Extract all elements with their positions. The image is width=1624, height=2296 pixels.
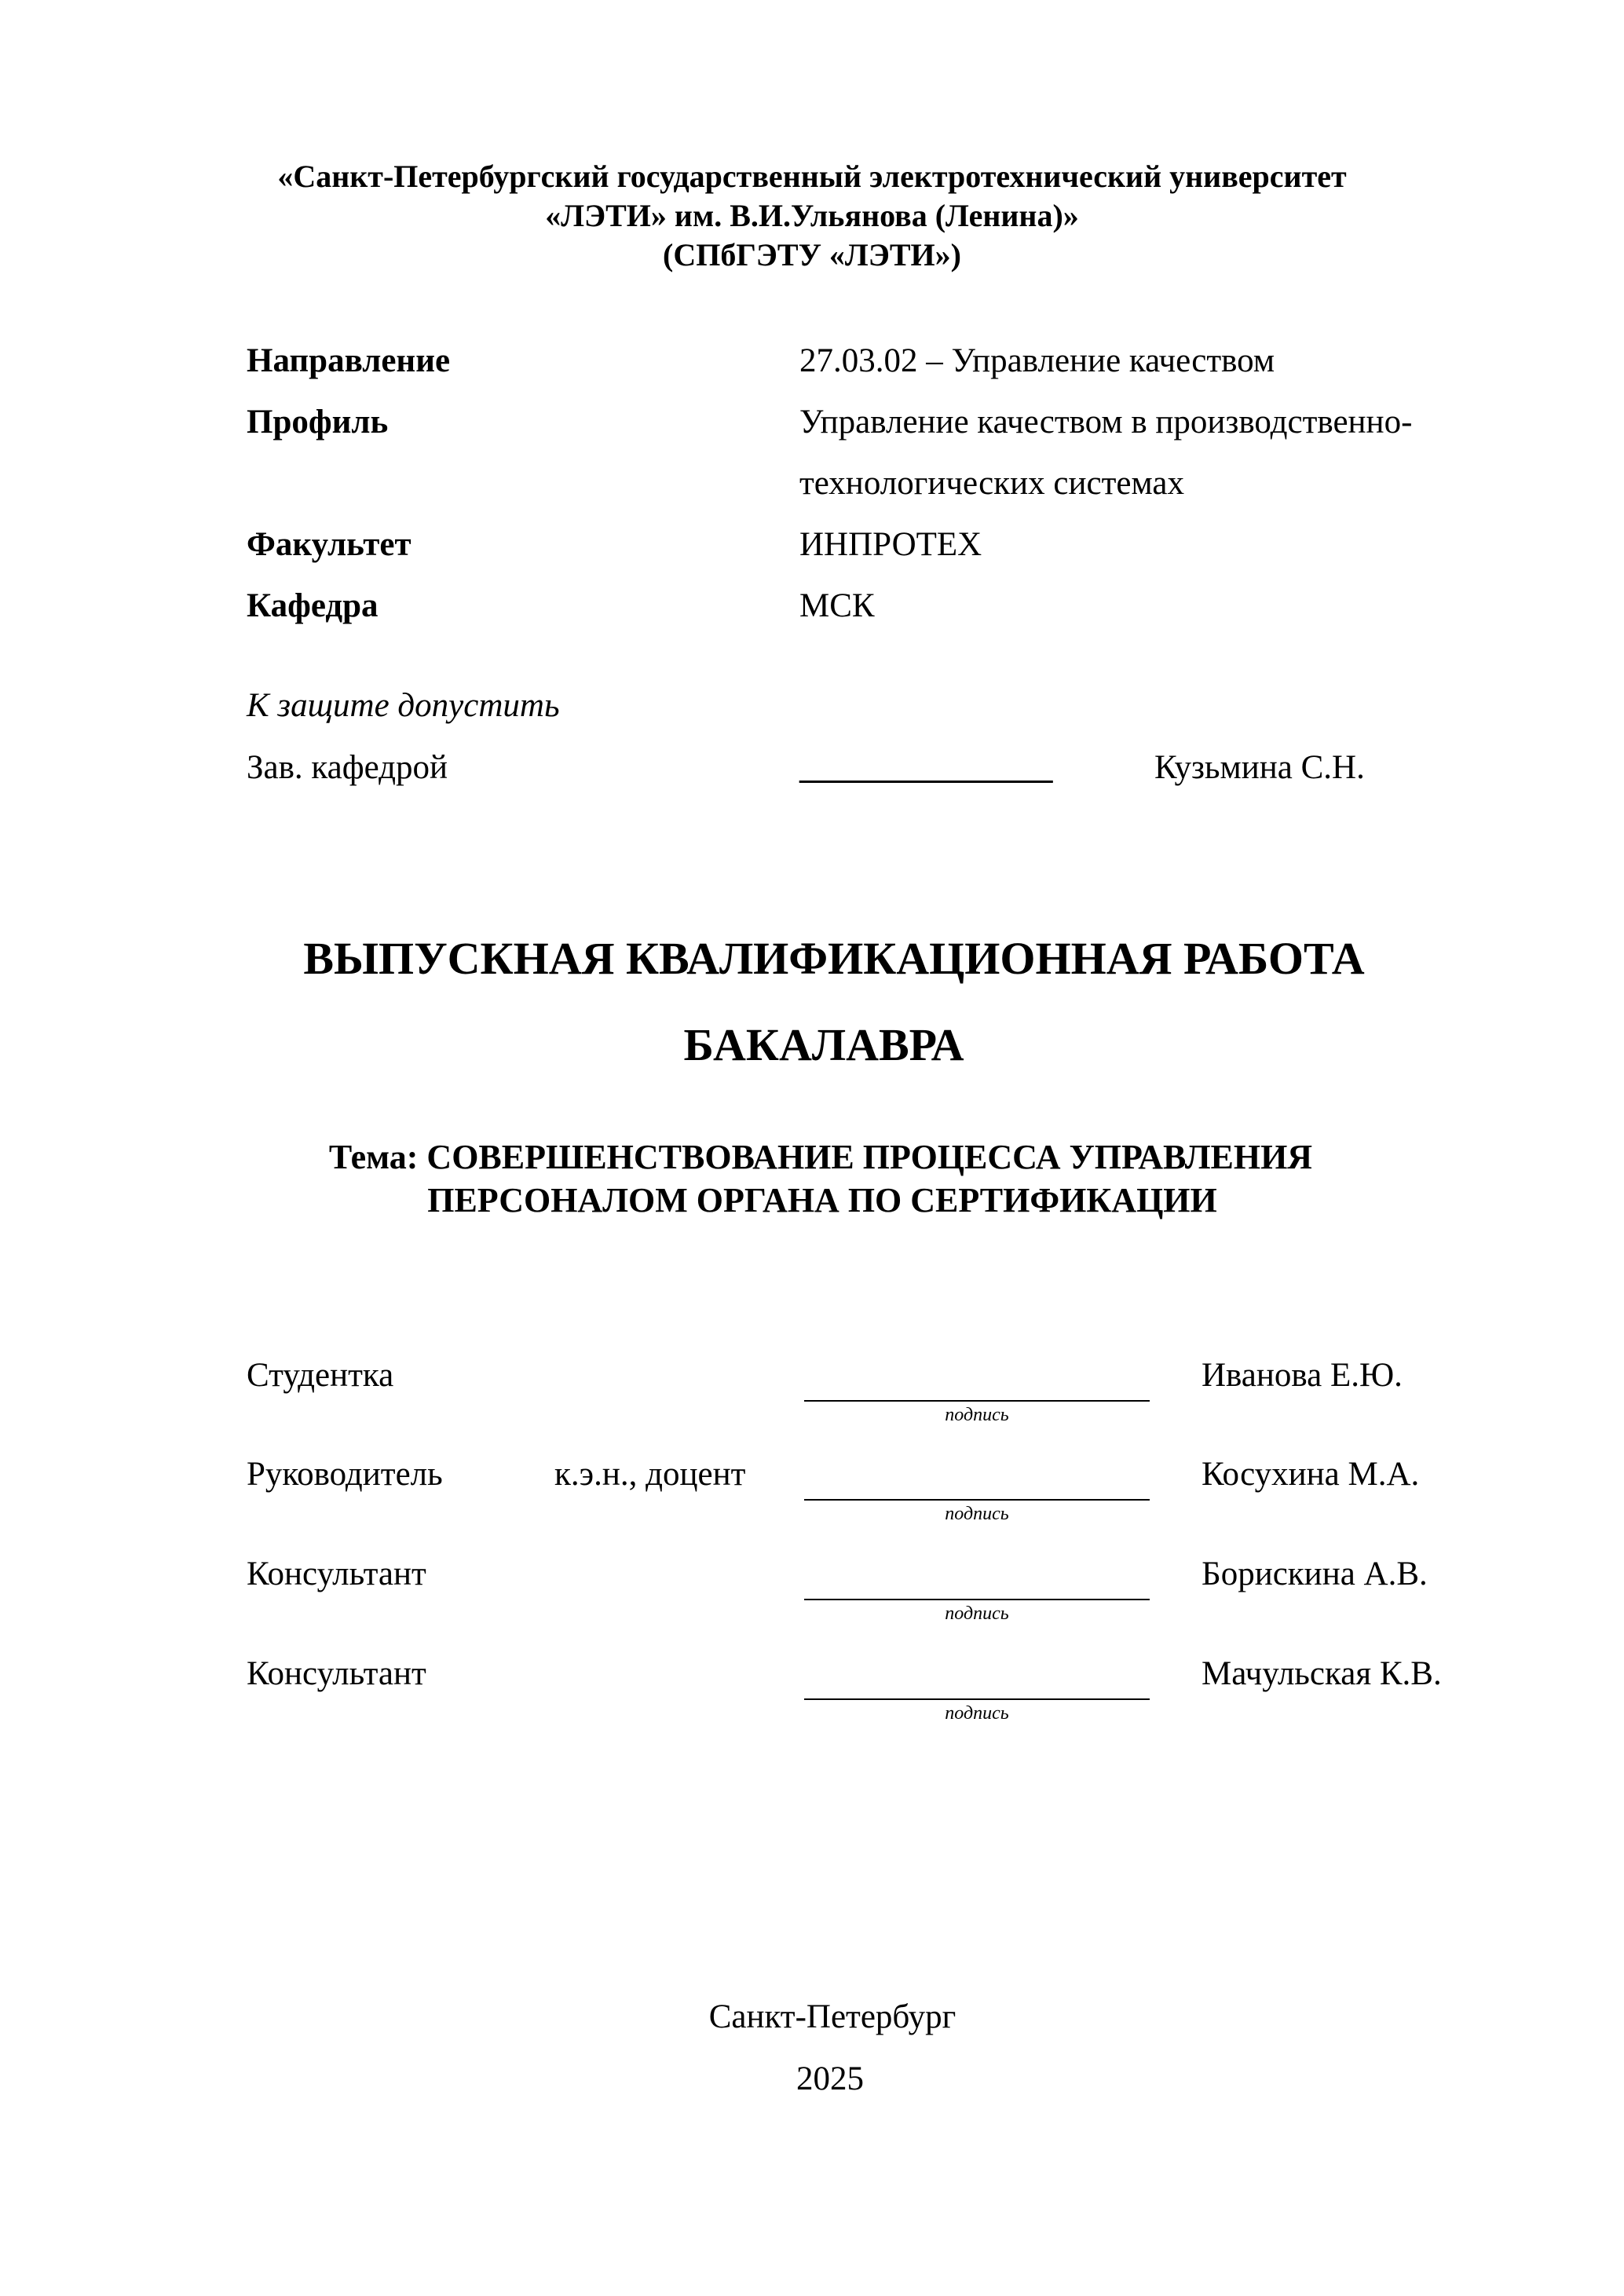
approval-role: Зав. кафедрой <box>247 749 448 786</box>
signature-name: Борискина А.В. <box>1202 1556 1428 1592</box>
university-name-line2: «ЛЭТИ» им. В.И.Ульянова (Ленина)» <box>545 198 1079 233</box>
faculty-label: Факультет <box>247 526 411 563</box>
signature-role: Руководитель <box>247 1456 443 1493</box>
work-title-line1: ВЫПУСКНАЯ КВАЛИФИКАЦИОННАЯ РАБОТА <box>303 933 1365 984</box>
signature-role: Консультант <box>247 1655 426 1692</box>
department-value: МСК <box>799 587 875 624</box>
signature-line <box>804 1499 1150 1501</box>
work-title-line2: БАКАЛАВРА <box>683 1019 964 1070</box>
signature-academic-title: к.э.н., доцент <box>554 1456 746 1493</box>
approval-name: Кузьмина С.Н. <box>1154 749 1365 786</box>
signature-caption: подпись <box>945 1603 1009 1624</box>
approval-signature-line: _______________ <box>799 749 1053 786</box>
signature-line <box>804 1400 1150 1402</box>
signature-caption: подпись <box>945 1405 1009 1425</box>
signature-role: Студентка <box>247 1357 394 1394</box>
faculty-value: ИНПРОТЕХ <box>799 526 982 563</box>
profile-label: Профиль <box>247 404 389 441</box>
footer-city: Санкт-Петербург <box>708 1998 956 2035</box>
signature-caption: подпись <box>945 1504 1009 1524</box>
profile-value-line1: Управление качеством в производственно- <box>799 404 1413 441</box>
university-name-line1: «Санкт-Петербургский государственный электротехнический университет <box>277 159 1347 194</box>
profile-value-line2: технологических системах <box>799 465 1184 502</box>
signature-role: Консультант <box>247 1556 426 1592</box>
department-label: Кафедра <box>247 587 379 624</box>
footer-year: 2025 <box>796 2060 864 2097</box>
signature-caption: подпись <box>945 1703 1009 1724</box>
signature-line <box>804 1599 1150 1600</box>
signature-name: Иванова Е.Ю. <box>1202 1357 1403 1394</box>
direction-label: Направление <box>247 342 451 379</box>
approval-heading: К защите допустить <box>247 687 560 724</box>
signature-line <box>804 1698 1150 1700</box>
topic-line1: Тема: СОВЕРШЕНСТВОВАНИЕ ПРОЦЕССА УПРАВЛЕНИЯ <box>328 1138 1313 1176</box>
topic-line2: ПЕРСОНАЛОМ ОРГАНА ПО СЕРТИФИКАЦИИ <box>427 1181 1217 1219</box>
signature-name: Мачульская К.В. <box>1202 1655 1442 1692</box>
university-abbreviation: (СПбГЭТУ «ЛЭТИ») <box>663 237 961 272</box>
signature-name: Косухина М.А. <box>1202 1456 1420 1493</box>
direction-value: 27.03.02 – Управление качеством <box>799 342 1275 379</box>
